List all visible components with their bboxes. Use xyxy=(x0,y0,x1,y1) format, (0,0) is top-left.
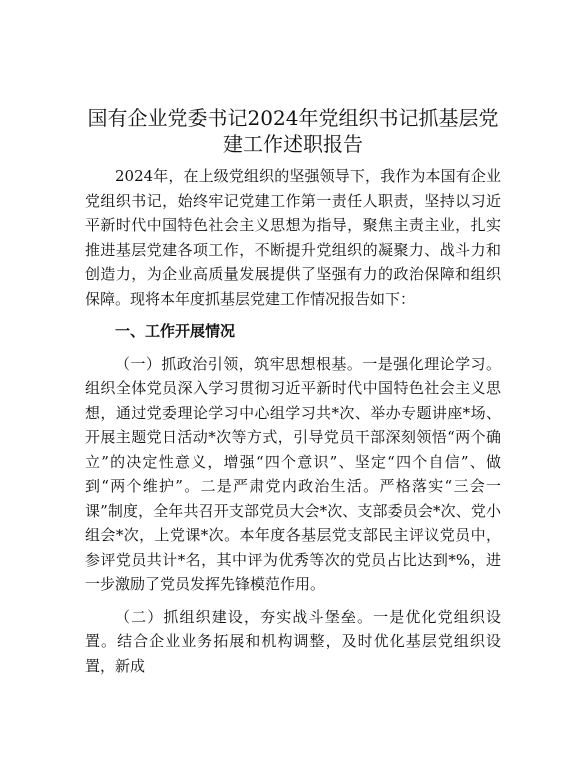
document-body xyxy=(85,164,501,686)
intro-paragraph: 2024年，在上级党组织的坚强领导下，我作为本国有企业党组织书记，始终牢记党建工作第一责任人职责，坚持以习近平新时代中国特色社会主义思想为指导，聚焦主责主业，扎实推进基层党建各项工作，不断提升党组织的凝聚力、战斗力和创造力，为企业高质量发展提供了坚强有力的政治保障和组织保障。现将本年度抓基层党建工作情况报告如下： xyxy=(85,167,501,308)
organization-building-paragraph: （二）抓组织建设，夯实战斗堡垒。一是优化党组织设置。结合企业业务拓展和机构调整，及时优化基层党组织设置，新成 xyxy=(85,607,501,675)
section-heading-work: 一、工作开展情况 xyxy=(115,322,236,340)
political-guidance-paragraph: （一）抓政治引领，筑牢思想根基。一是强化理论学习。组织全体党员深入学习贯彻习近平新时代中国特色社会主义思想，通过党委理论学习中心组学习共*次、举办专题讲座*场、开展主题党日活动*次等方式，引导党员干部深刻领悟“两个确立”的决定性意义，增强“四个意识”、坚定“四个自信”、做到“两个维护”。二是严肃党内政治生活。严格落实“三会一课”制度，全年共召开支部党员大会*次、支部委员会*次、党小组会*次，上党课*次。本年度各基层党支部民主评议党员中，参评党员共计*名，其中评为优秀等次的党员占比达到*%，进一步激励了党员发挥先锋模范作用。 xyxy=(85,354,501,593)
document-title: 国有企业党委书记2024年党组织书记抓基层党建工作述职报告 xyxy=(87,106,499,156)
